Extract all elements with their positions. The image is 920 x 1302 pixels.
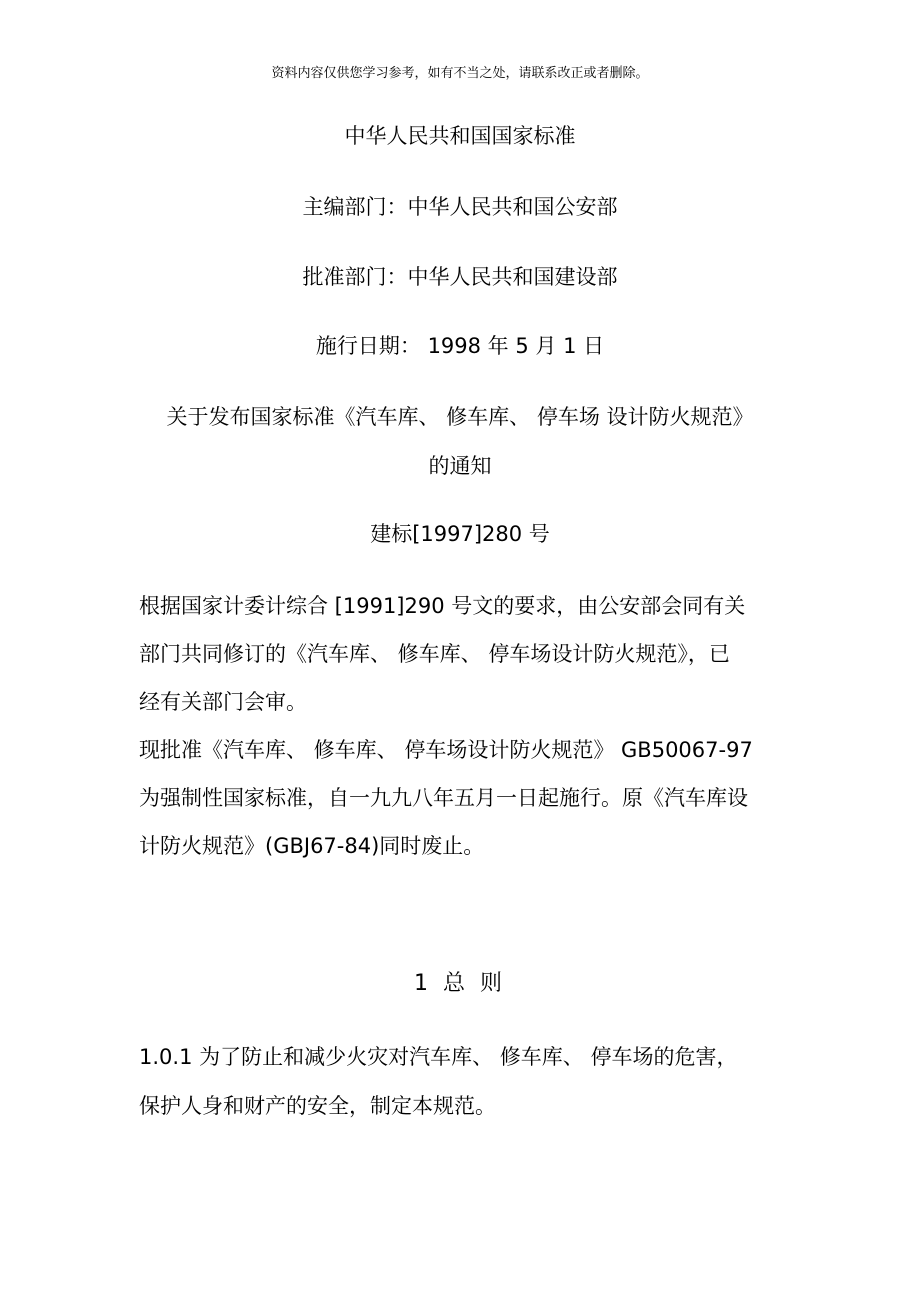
paragraph-1-line-2: 部门共同修订的《汽车库、 修车库、 停车场设计防火规范》，已 [139,642,730,666]
effective-date: 施行日期： 1998 年 5 月 1 日 [315,334,605,358]
paragraph-2-line-1: 现批准《汽车库、 修车库、 停车场设计防火规范》 GB50067-97 [139,738,753,762]
document-number: 建标[1997]280 号 [370,522,550,546]
paragraph-1-line-3: 经有关部门会审。 [139,690,307,714]
paragraph-2-line-3: 计防火规范》(GBJ67-84)同时废止。 [139,834,485,858]
notice-title-line-1: 关于发布国家标准《汽车库、 修车库、 停车场 设计防火规范》 [166,405,754,429]
header-notice: 资料内容仅供您学习参考，如有不当之处，请联系改正或者删除。 [271,66,649,81]
paragraph-2-line-2: 为强制性国家标准，自一九九八年五月一日起施行。原《汽车库设 [139,786,748,810]
approval-department: 批准部门：中华人民共和国建设部 [302,265,618,289]
editor-department: 主编部门：中华人民共和国公安部 [302,195,618,219]
standard-title: 中华人民共和国国家标准 [344,124,576,148]
notice-title-line-2: 的通知 [428,454,492,478]
clause-1-0-1-line-2: 保护人身和财产的安全，制定本规范。 [139,1094,496,1118]
paragraph-1-line-1: 根据国家计委计综合 [1991]290 号文的要求，由公安部会同有关 [139,594,746,618]
clause-1-0-1-line-1: 1.0.1 为了防止和减少火灾对汽车库、 修车库、 停车场的危害， [139,1045,738,1069]
section-heading: 1 总 则 [414,971,506,996]
